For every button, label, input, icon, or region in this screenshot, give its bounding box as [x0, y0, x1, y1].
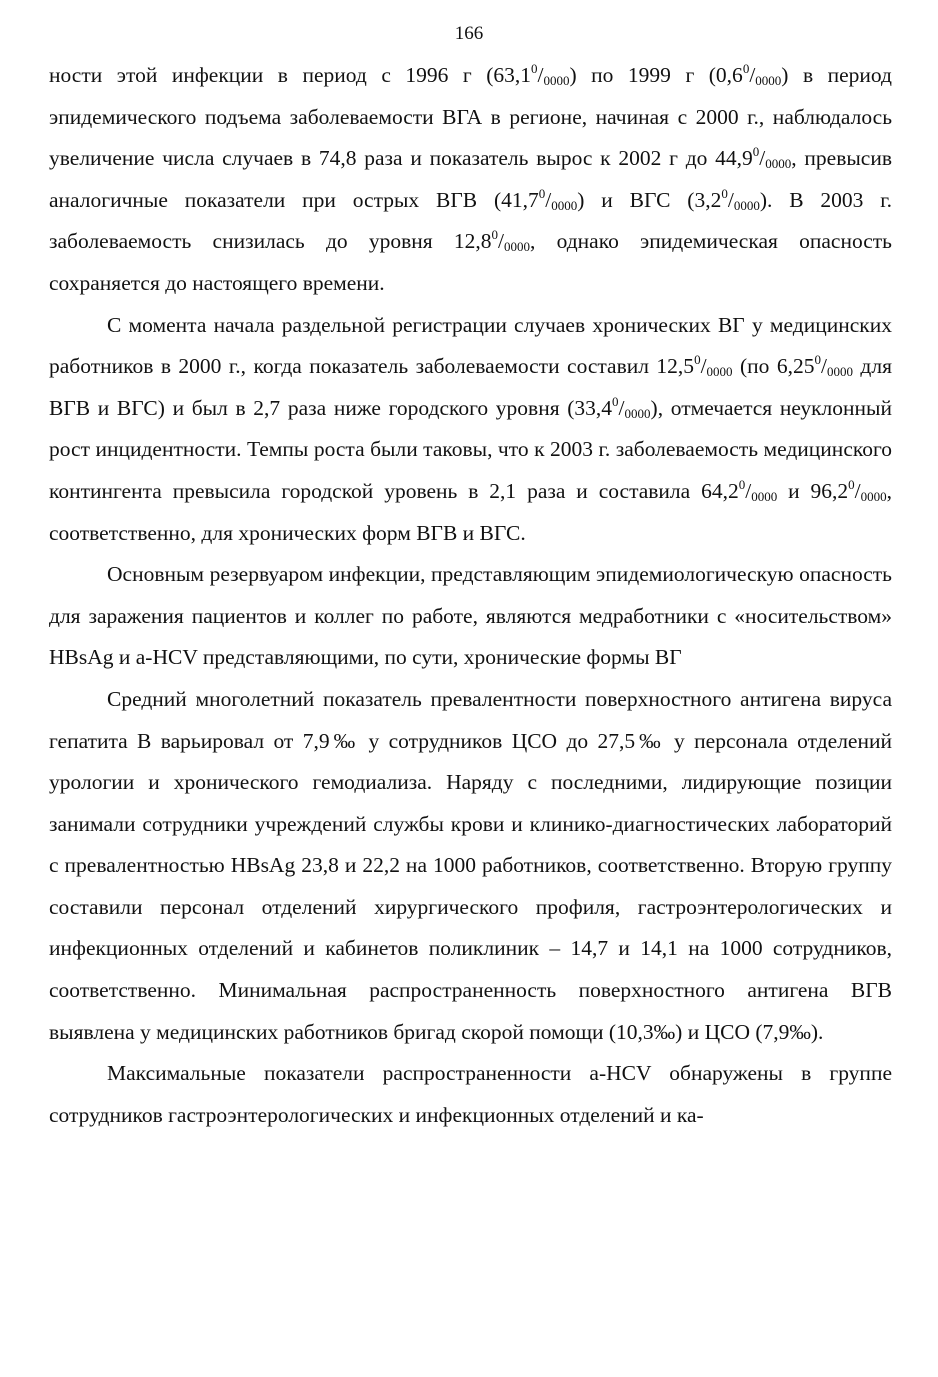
- text-run: ности этой инфекции в период с 1996 г (63,1: [49, 63, 532, 87]
- paragraph-2: [49, 305, 892, 555]
- text-run: /: [700, 354, 707, 379]
- paragraph-1: [49, 55, 892, 305]
- text-run: Основным резервуаром инфекции, представляющим эпидемиологическую опасность для заражения пациентов и коллег по работе, являются медработники с «носительством» HBsAg и a-HCV представляющими, по сути, хронические формы ВГ: [49, 562, 892, 670]
- text-run: ) по 1999 г (0,6: [569, 63, 743, 87]
- text-run: /: [854, 478, 861, 503]
- subscript: 0000: [543, 73, 570, 88]
- page-number: 166: [454, 23, 484, 44]
- superscript: 0: [738, 476, 746, 492]
- text-run: /: [537, 63, 544, 87]
- paragraph-5: [49, 1053, 892, 1136]
- text-run: /: [727, 187, 734, 212]
- subscript: 0000: [751, 488, 778, 504]
- text-run: /: [745, 478, 752, 503]
- superscript: 0: [814, 352, 821, 368]
- text-run: , соответственно, для хронических форм ВГВ и ВГС.: [49, 478, 892, 545]
- text-run: Средний многолетний показатель превалентности поверхностного антигена вируса гепатита В варьировал от 7,9‰ у сотрудников ЦСО до 27,5‰ у персонала отделений урологии и хронического гемодиализа. Наряду с последними, лидирующие позиции занимали сотрудники учреждений службы крови и клинико-диагностических лабораторий с превалентностью HBsAg 23,8 и 22,2 на 1000 работников, соответственно. Вторую группу составили персонал отделений хирургического профиля, гастроэнтерологических и инфекционных отделений и кабинетов поликлиник – 14,7 и 14,1 на 1000 сотрудников, соответственно. Минимальная распространенность поверхностного антигена ВГВ выявлена у медицинских работников бригад скорой помощи (10,3‰) и ЦСО (7,9‰).: [49, 686, 892, 1044]
- text-run: /: [759, 146, 766, 171]
- superscript: 0: [694, 352, 701, 368]
- paragraph-3: [49, 554, 892, 679]
- text-run: (по 6,25: [732, 354, 815, 379]
- text-run: /: [545, 187, 552, 212]
- superscript: 0: [742, 61, 750, 76]
- superscript: 0: [848, 476, 855, 492]
- subscript: 0000: [860, 488, 887, 504]
- subscript: 0000: [624, 405, 651, 421]
- text-run: /: [821, 354, 827, 379]
- paragraph-4: [49, 679, 892, 1053]
- superscript: 0: [538, 185, 546, 201]
- text-run: /: [749, 63, 756, 87]
- text-body: [49, 55, 892, 1136]
- subscript: 0000: [551, 197, 578, 213]
- text-run: ), отмечается неуклонный рост инцидентности. Темпы роста были таковы, что к 2003 г. заболеваемость медицинского контингента превысила городской уровень в 2,1 раза и составила 64,2: [49, 395, 892, 503]
- text-run: С момента начала раздельной регистрации случаев хронических ВГ у медицинских работников в 2000 г., когда показатель заболеваемости составил 12,5: [49, 312, 892, 379]
- subscript: 0000: [733, 197, 760, 213]
- superscript: 0: [721, 185, 728, 201]
- text-run: /: [618, 395, 625, 420]
- text-run: и 96,2: [777, 478, 849, 503]
- subscript: 0000: [826, 364, 853, 380]
- text-run: , однако эпидемическая опасность сохраняется до настоящего времени.: [49, 229, 892, 295]
- text-run: ) и ВГС (3,2: [577, 187, 722, 212]
- subscript: 0000: [504, 239, 530, 255]
- superscript: 0: [612, 393, 619, 409]
- superscript: 0: [752, 144, 760, 160]
- text-run: Максимальные показатели распространенности a-HCV обнаружены в группе сотрудников гастроэнтерологических и инфекционных отделений и ка-: [49, 1061, 892, 1127]
- text-run: для ВГВ и ВГС) и был в 2,7 раза ниже городского уровня (33,4: [49, 354, 892, 420]
- subscript: 0000: [755, 73, 782, 88]
- text-run: ). В 2003 г. заболеваемость снизилась до уровня 12,8: [49, 187, 892, 254]
- subscript: 0000: [765, 156, 792, 172]
- text-run: /: [498, 229, 504, 254]
- text-run: , превысив аналогичные показатели при острых ВГВ (41,7: [49, 146, 892, 212]
- text-run: ) в период эпидемического подъема заболеваемости ВГА в регионе, начиная с 2000 г., наблюдалось увеличение числа случаев в 74,8 раза и показатель вырос к 2002 г до 44,9: [49, 63, 892, 171]
- superscript: 0: [531, 61, 538, 76]
- subscript: 0000: [706, 364, 733, 380]
- superscript: 0: [491, 227, 499, 243]
